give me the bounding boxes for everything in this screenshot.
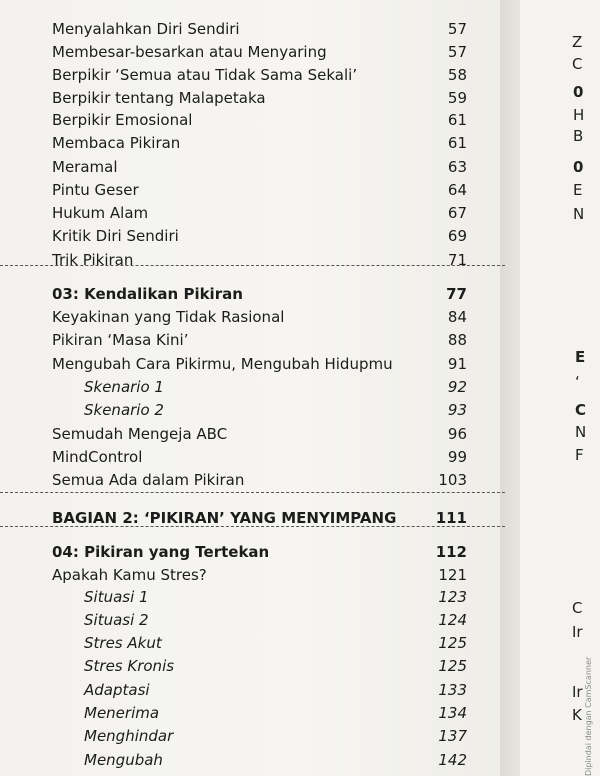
toc-entry xyxy=(0,423,505,445)
toc-entry-page: 125 xyxy=(438,657,467,675)
toc-entry-page: 61 xyxy=(447,134,467,152)
toc-heading xyxy=(0,507,505,529)
toc-entry xyxy=(0,202,505,224)
toc-entry-page: 111 xyxy=(435,509,467,527)
toc-entry-page: 123 xyxy=(438,588,467,606)
right-page-fragment: C xyxy=(572,55,583,73)
toc-entry xyxy=(0,702,505,724)
toc-entry xyxy=(0,749,505,771)
toc-entry xyxy=(0,679,505,701)
toc-entry xyxy=(0,41,505,63)
toc-entry-title: Semudah Mengeja ABC xyxy=(52,425,228,443)
toc-entry-title: BAGIAN 2: ‘PIKIRAN’ YANG MENYIMPANG xyxy=(52,509,397,527)
toc-entry-title: Pikiran ‘Masa Kini’ xyxy=(52,331,189,349)
toc-entry-title: Skenario 2 xyxy=(84,401,164,419)
toc-entry-page: 134 xyxy=(438,704,467,722)
right-page-fragment: ‘ xyxy=(575,373,580,391)
toc-entry-title: Keyakinan yang Tidak Rasional xyxy=(52,308,285,326)
toc-entry xyxy=(0,399,505,421)
toc-entry-title: Berpikir tentang Malapetaka xyxy=(52,89,266,107)
right-page-fragment: Ir xyxy=(572,683,583,701)
toc-entry xyxy=(0,632,505,654)
toc-entry-page: 67 xyxy=(447,204,467,222)
toc-entry-title: Menerima xyxy=(84,704,160,722)
toc-entry-page: 61 xyxy=(447,111,467,129)
right-page-fragment: E xyxy=(573,181,583,199)
toc-entry-page: 92 xyxy=(447,378,467,396)
toc-entry xyxy=(0,353,505,375)
toc-entry-page: 99 xyxy=(447,448,467,466)
toc-entry-page: 84 xyxy=(447,308,467,326)
toc-entry-page: 64 xyxy=(447,181,467,199)
section-divider xyxy=(0,492,505,494)
toc-entry-page: 121 xyxy=(438,566,467,584)
right-page-fragment: K xyxy=(572,706,582,724)
toc-entry-title: Menghindar xyxy=(84,727,174,745)
toc-entry xyxy=(0,179,505,201)
right-page-fragment: N xyxy=(575,423,587,441)
toc-entry-title: Skenario 1 xyxy=(84,378,164,396)
right-page-fragment: 0 xyxy=(573,83,584,101)
toc-entry-page: 133 xyxy=(438,681,467,699)
toc-entry xyxy=(0,225,505,247)
toc-entry xyxy=(0,469,505,491)
toc-entry-page: 57 xyxy=(447,43,467,61)
toc-entry-page: 124 xyxy=(438,611,467,629)
right-page-fragment: C xyxy=(572,599,583,617)
toc-entry xyxy=(0,109,505,131)
toc-entry-page: 59 xyxy=(447,89,467,107)
toc-entry xyxy=(0,609,505,631)
toc-entry xyxy=(0,249,505,271)
toc-entry-title: Membesar-besarkan atau Menyaring xyxy=(52,43,327,61)
toc-entry-page: 112 xyxy=(435,543,467,561)
toc-entry-title: Berpikir ‘Semua atau Tidak Sama Sekali’ xyxy=(52,66,358,84)
toc-entry xyxy=(0,18,505,40)
toc-entry-page: 77 xyxy=(446,285,467,303)
toc-entry-title: Mengubah xyxy=(84,751,163,769)
toc-entry-page: 88 xyxy=(447,331,467,349)
toc-entry-title: Trik Pikiran xyxy=(52,251,134,269)
toc-heading xyxy=(0,541,505,563)
toc-entry-page: 103 xyxy=(438,471,467,489)
toc-entry-title: Stres Kronis xyxy=(84,657,175,675)
right-page-fragment: H xyxy=(573,106,585,124)
toc-entry-page: 96 xyxy=(447,425,467,443)
scanner-watermark: Dipindai dengan CamScanner xyxy=(584,656,593,776)
toc-entry-title: Hukum Alam xyxy=(52,204,149,222)
toc-entry-page: 142 xyxy=(438,751,467,769)
toc-entry-title: Situasi 2 xyxy=(84,611,149,629)
toc-entry-title: Pintu Geser xyxy=(52,181,139,199)
toc-entry xyxy=(0,64,505,86)
right-page-fragment: B xyxy=(573,127,584,145)
toc-entry-page: 125 xyxy=(438,634,467,652)
toc-entry xyxy=(0,725,505,747)
toc-entry-page: 91 xyxy=(447,355,467,373)
toc-entry-title: MindControl xyxy=(52,448,143,466)
toc-entry-title: Adaptasi xyxy=(84,681,150,699)
right-page-fragment: Z xyxy=(572,33,583,51)
toc-entry-title: 03: Kendalikan Pikiran xyxy=(52,285,243,303)
toc-entry xyxy=(0,586,505,608)
toc-entry-title: Semua Ada dalam Pikiran xyxy=(52,471,245,489)
toc-entry-page: 71 xyxy=(447,251,467,269)
toc-entry-title: Menyalahkan Diri Sendiri xyxy=(52,20,240,38)
toc-entry xyxy=(0,446,505,468)
toc-entry-title: Stres Akut xyxy=(84,634,162,652)
toc-entry-page: 57 xyxy=(447,20,467,38)
toc-entry xyxy=(0,376,505,398)
toc-entry-title: Apakah Kamu Stres? xyxy=(52,566,207,584)
toc-entry xyxy=(0,564,505,586)
toc-entry-title: Berpikir Emosional xyxy=(52,111,193,129)
toc-entry xyxy=(0,156,505,178)
right-page-fragment: F xyxy=(575,446,584,464)
toc-heading xyxy=(0,283,505,305)
right-page-fragment: Ir xyxy=(572,623,583,641)
toc-entry-page: 69 xyxy=(447,227,467,245)
toc-entry-title: Meramal xyxy=(52,158,118,176)
toc-entry-title: Kritik Diri Sendiri xyxy=(52,227,179,245)
toc-entry xyxy=(0,87,505,109)
toc-entry-page: 58 xyxy=(447,66,467,84)
toc-entry-title: Membaca Pikiran xyxy=(52,134,181,152)
toc-entry-page: 63 xyxy=(447,158,467,176)
toc-entry xyxy=(0,329,505,351)
right-page-fragment: N xyxy=(573,205,585,223)
toc-entry xyxy=(0,132,505,154)
toc-entry-title: Mengubah Cara Pikirmu, Mengubah Hidupmu xyxy=(52,355,393,373)
toc-entry-page: 137 xyxy=(438,727,467,745)
right-page-fragment: E xyxy=(575,348,586,366)
toc-entry-title: Situasi 1 xyxy=(84,588,149,606)
toc-entry xyxy=(0,655,505,677)
toc-entry-title: 04: Pikiran yang Tertekan xyxy=(52,543,270,561)
right-page-fragment: C xyxy=(575,401,587,419)
right-page-fragment: 0 xyxy=(573,158,584,176)
toc-entry-page: 93 xyxy=(447,401,467,419)
toc-entry xyxy=(0,306,505,328)
